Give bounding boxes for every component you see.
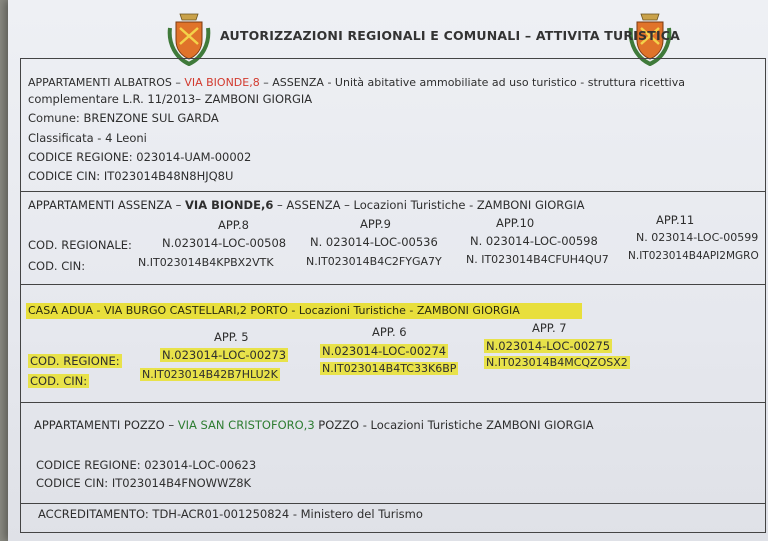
adua-label-regione: COD. REGIONE: <box>30 354 120 368</box>
albatros-description: – ASSENZA - Unità abitative ammobiliate ad uso turistico - struttura ricettiva <box>259 76 685 89</box>
assenza-description: – ASSENZA – Locazioni Turistiche - ZAMBONI GIORGIA <box>273 198 585 212</box>
albatros-codice-regione: CODICE REGIONE: 023014-UAM-00002 <box>28 150 252 164</box>
assenza-app-name: APP.8 <box>218 218 249 232</box>
albatros-line2: complementare L.R. 11/2013– ZAMBONI GIORGIA <box>28 92 313 106</box>
assenza-app-name: APP.11 <box>656 213 695 227</box>
albatros-line1 <box>28 76 685 89</box>
assenza-title <box>28 198 584 212</box>
section-divider <box>20 503 766 504</box>
assenza-reg-code: N. 023014-LOC-00598 <box>470 234 598 248</box>
adua-cin-code: N.IT023014B4TC33K6BP <box>322 362 457 375</box>
albatros-name: APPARTAMENTI ALBATROS – <box>28 76 185 89</box>
assenza-cin-code: N.IT023014B4API2MGRO <box>628 250 759 262</box>
pozzo-codice-regione: CODICE REGIONE: 023014-LOC-00623 <box>36 458 257 472</box>
adua-app-name: APP. 6 <box>372 325 407 339</box>
assenza-label-regionale: COD. REGIONALE: <box>28 238 132 252</box>
adua-title: CASA ADUA - VIA BURGO CASTELLARI,2 PORTO - Locazioni Turistiche - ZAMBONI GIORGIA <box>28 304 520 317</box>
assenza-address: VIA BIONDE,6 <box>185 198 274 212</box>
assenza-cin-code: N.IT023014B4KPBX2VTK <box>138 256 274 269</box>
pozzo-description: POZZO - Locazioni Turistiche ZAMBONI GIORGIA <box>314 418 594 432</box>
assenza-label-cin: COD. CIN: <box>28 259 86 273</box>
assenza-name: APPARTAMENTI ASSENZA – <box>28 198 186 212</box>
adua-reg-code: N.023014-LOC-00274 <box>322 344 447 358</box>
assenza-cin-code: N. IT023014B4CFUH4QU7 <box>466 253 609 266</box>
adua-cin-code: N.IT023014B4MCQZOSX2 <box>486 356 628 369</box>
adua-app-name: APP. 5 <box>214 330 249 344</box>
albatros-codice-cin: CODICE CIN: IT023014B48N8HJQ8U <box>28 169 234 183</box>
assenza-app-name: APP.10 <box>496 216 535 230</box>
pozzo-address: VIA SAN CRISTOFORO,3 <box>177 418 315 432</box>
assenza-reg-code: N.023014-LOC-00508 <box>162 236 287 250</box>
albatros-comune: Comune: BRENZONE SUL GARDA <box>28 111 219 125</box>
adua-cin-code: N.IT023014B42B7HLU2K <box>142 368 278 381</box>
adua-label-cin: COD. CIN: <box>30 374 88 388</box>
adua-reg-code: N.023014-LOC-00273 <box>162 348 287 362</box>
document-title: AUTORIZZAZIONI REGIONALI E COMUNALI – ATTIVITA TURISTICA <box>220 28 681 43</box>
section-divider <box>20 284 766 285</box>
albatros-address: VIA BIONDE,8 <box>184 76 260 89</box>
assenza-app-name: APP.9 <box>360 217 391 231</box>
section-divider <box>20 402 766 403</box>
assenza-cin-code: N.IT023014B4C2FYGA7Y <box>306 255 442 268</box>
albatros-classificata: Classificata - 4 Leoni <box>28 131 147 145</box>
section-divider <box>20 191 766 192</box>
pozzo-name: APPARTAMENTI POZZO – <box>34 418 178 432</box>
adua-app-name: APP. 7 <box>532 321 567 335</box>
accreditamento: ACCREDITAMENTO: TDH-ACR01-001250824 - Ministero del Turismo <box>38 507 423 521</box>
assenza-reg-code: N. 023014-LOC-00536 <box>310 235 438 249</box>
adua-reg-code: N.023014-LOC-00275 <box>486 339 611 353</box>
assenza-reg-code: N. 023014-LOC-00599 <box>636 231 759 244</box>
pozzo-codice-cin: CODICE CIN: IT023014B4FNOWWZ8K <box>36 476 252 490</box>
pozzo-title <box>34 418 594 432</box>
